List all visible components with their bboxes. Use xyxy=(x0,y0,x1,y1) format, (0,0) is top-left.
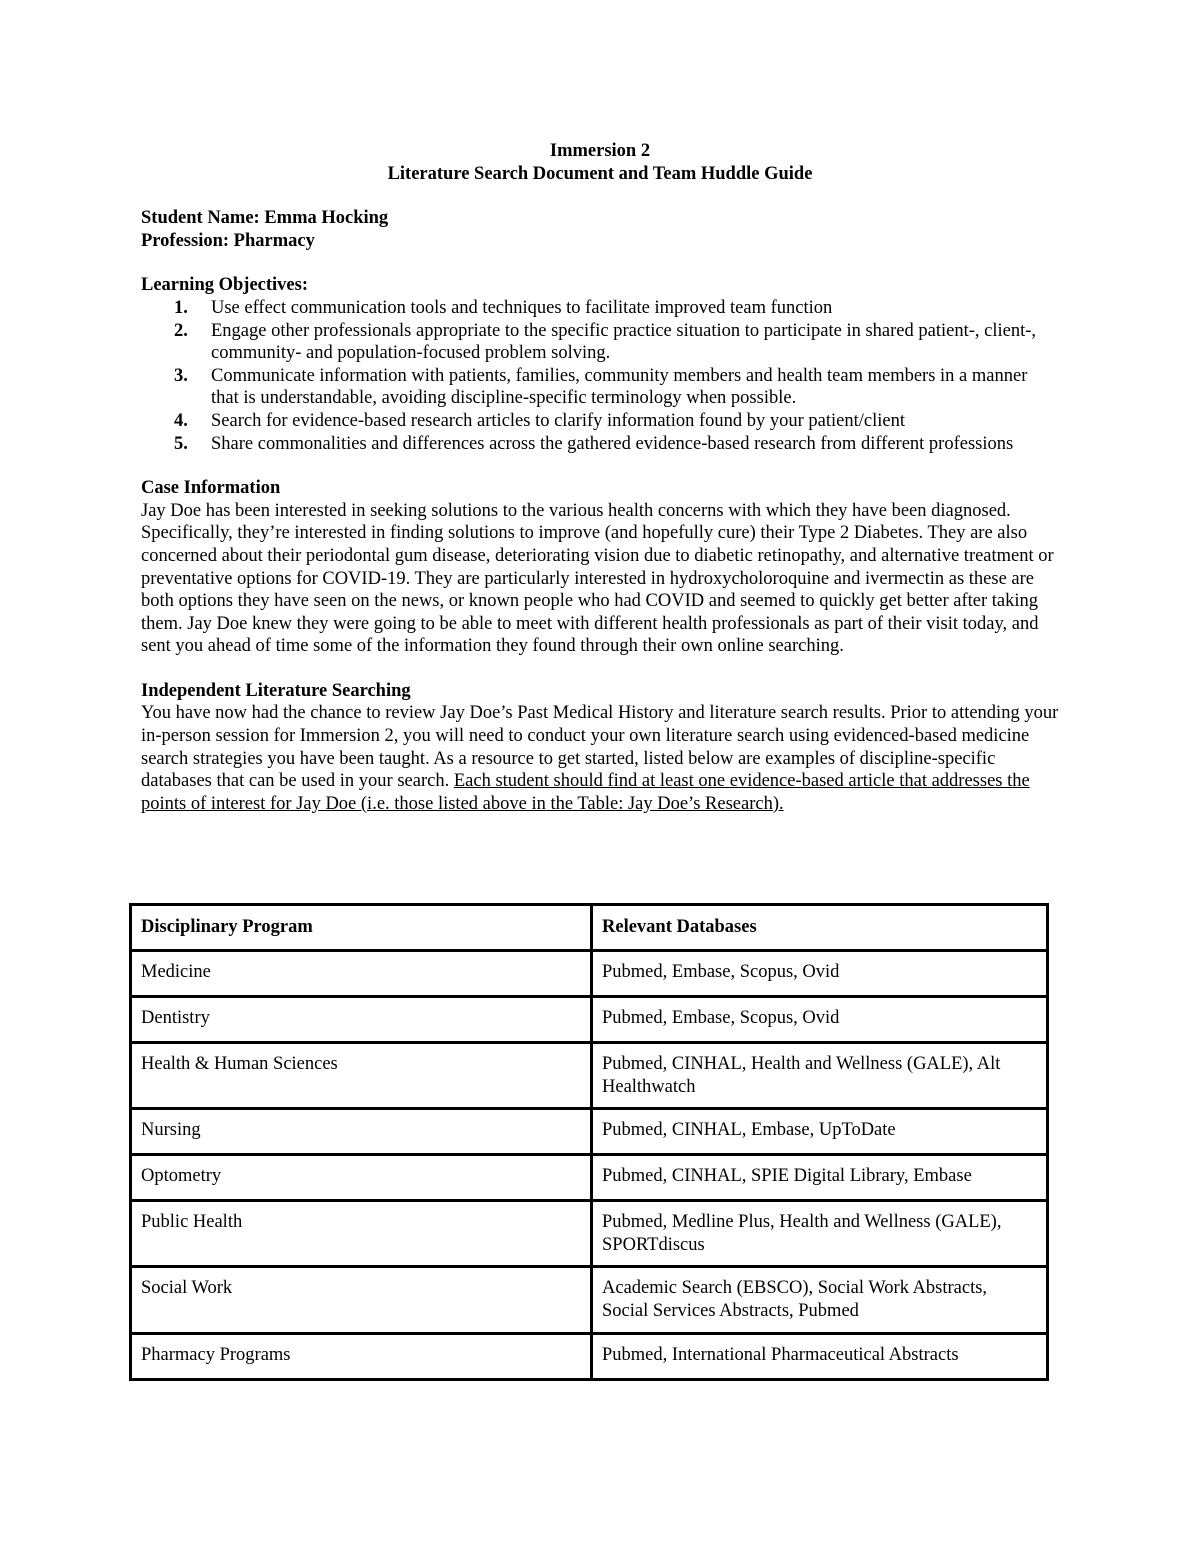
list-item: 4. Search for evidence-based research articles to clarify information found by your patient/client xyxy=(174,410,905,431)
databases-cell: Pubmed, CINHAL, SPIE Digital Library, Embase xyxy=(592,1155,1048,1201)
program-cell: Public Health xyxy=(131,1201,592,1267)
table-header-row xyxy=(131,905,1048,951)
program-cell: Social Work xyxy=(131,1267,592,1333)
databases-cell: Pubmed, Embase, Scopus, Ovid xyxy=(592,997,1048,1043)
table-row xyxy=(131,1333,1048,1379)
program-cell: Dentistry xyxy=(131,997,592,1043)
program-cell: Nursing xyxy=(131,1109,592,1155)
databases-cell: Pubmed, Embase, Scopus, Ovid xyxy=(592,951,1048,997)
table-row xyxy=(131,1155,1048,1201)
table-row xyxy=(131,1267,1048,1333)
program-cell: Health & Human Sciences xyxy=(131,1043,592,1109)
databases-cell: Pubmed, CINHAL, Embase, UpToDate xyxy=(592,1109,1048,1155)
student-profession: Profession: Pharmacy xyxy=(141,230,315,251)
program-cell: Pharmacy Programs xyxy=(131,1333,592,1379)
table-row xyxy=(131,997,1048,1043)
objectives-list xyxy=(141,297,1059,455)
table-row xyxy=(131,1109,1048,1155)
databases-cell: Pubmed, CINHAL, Health and Wellness (GALE), Alt Healthwatch xyxy=(592,1043,1048,1109)
table-row xyxy=(131,1043,1048,1109)
case-information-body: Jay Doe has been interested in seeking solutions to the various health concerns with which they have been diagnosed. Specifically, they’re interested in finding solutions to improve (and hopefully cure) their Type 2 Diabetes. They are also concerned about their periodontal gum disease, deteriorating vision due to diabetic retinopathy, and alternative treatment or preventative options for COVID-19. They are particularly interested in hydroxycholoroquine and ivermectin as these are both options they have seen on the news, or known people who had COVID and seemed to quickly get better after taking them. Jay Doe knew they were going to be able to meet with different health professionals as part of their visit today, and sent you ahead of time some of the information they found through their own online searching. xyxy=(141,500,1054,657)
document-title-line2: Literature Search Document and Team Huddle Guide xyxy=(387,163,813,184)
list-item: 2. Engage other professionals appropriate to the specific practice situation to participate in shared patient-, client-, community- and population-focused problem solving. xyxy=(174,320,1036,364)
document-page xyxy=(141,140,1059,815)
list-item: 1. Use effect communication tools and techniques to facilitate improved team function xyxy=(174,297,833,318)
table-row xyxy=(131,1201,1048,1267)
header-relevant-databases: Relevant Databases xyxy=(592,905,1048,951)
program-cell: Medicine xyxy=(131,951,592,997)
case-information-heading: Case Information xyxy=(141,478,281,499)
table-row xyxy=(131,951,1048,997)
underlined-instruction: Each student should find at least one evidence-based article that addresses the points of interest for Jay Doe (i.e. those listed above in the Table: Jay Doe’s Research). xyxy=(141,771,1030,814)
independent-searching-body: You have now had the chance to review Jay Doe’s Past Medical History and literature search results. Prior to attending your in-person session for Immersion 2, you will need to conduct your own literature search using evidenced-based medicine search strategies you have been taught. As a resource to get started, listed below are examples of discipline-specific databases that can be used in your search. Each student should find at least one evidence-based article that addresses the points of interest for Jay Doe (i.e. those listed above in the Table: Jay Doe’s Research). xyxy=(141,703,1059,814)
databases-cell: Academic Search (EBSCO), Social Work Abstracts, Social Services Abstracts, Pubmed xyxy=(592,1267,1048,1333)
program-cell: Optometry xyxy=(131,1155,592,1201)
document-title-line1: Immersion 2 xyxy=(549,141,651,161)
databases-cell: Pubmed, Medline Plus, Health and Wellness (GALE), SPORTdiscus xyxy=(592,1201,1048,1267)
databases-cell: Pubmed, International Pharmaceutical Abstracts xyxy=(592,1333,1048,1379)
independent-searching-heading: Independent Literature Searching xyxy=(141,680,411,701)
student-name: Student Name: Emma Hocking xyxy=(141,208,389,229)
list-item: 3. Communicate information with patients, families, community members and health team members in a manner that is understandable, avoiding discipline-specific terminology when possible. xyxy=(174,365,1028,409)
list-item: 5. Share commonalities and differences across the gathered evidence-based research from different professions xyxy=(174,433,1014,454)
header-disciplinary-program: Disciplinary Program xyxy=(131,905,592,951)
databases-table xyxy=(129,903,1049,1381)
objectives-heading: Learning Objectives: xyxy=(141,275,308,296)
